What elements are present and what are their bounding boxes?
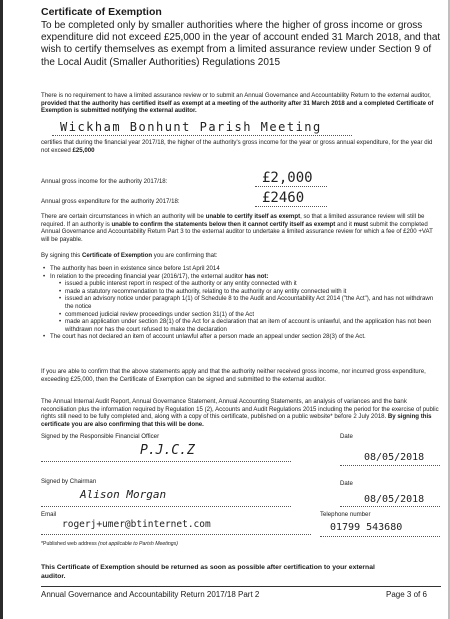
bullet-preceding-year bbox=[50, 273, 441, 334]
circumstances-text-2: , so that a limited assurance review will still be required. If an authority is bbox=[41, 213, 425, 228]
rfo-signature: P.J.C.Z bbox=[140, 443, 195, 458]
signing-bold: Certificate of Exemption bbox=[81, 252, 153, 259]
signing-intro bbox=[41, 252, 441, 260]
rfo-signature-line bbox=[41, 461, 291, 462]
email-label: Email bbox=[41, 511, 57, 518]
rfo-label: Signed by the Responsible Financial Officer bbox=[41, 433, 160, 440]
circumstances-bold-2: unable to confirm the statements below then it cannot certify itself as exempt bbox=[111, 220, 336, 228]
page-number: Page 3 of 6 bbox=[386, 590, 427, 599]
intro-text: To be completed only by smaller authorities where the higher of gross income or gross expenditure did not exceed £25,000 in the year of account ended 31 March 2018, and that wish to certify themselves as exempt from a limited assurance review under Section 9 of the Local Audit (Smaller Authorities) Regulations 2015 bbox=[41, 20, 441, 68]
requirement-paragraph bbox=[41, 92, 441, 115]
circumstances-text-1: There are certain circumstances in which an authority will be bbox=[41, 213, 206, 220]
circumstances-text-3: and it bbox=[335, 220, 354, 228]
requirement-text: There is no requirement to have a limited assurance review or to submit an Annual Governance and Accountability Return to the external auditor, bbox=[41, 92, 431, 99]
signing-text-2: you are confirming that: bbox=[152, 252, 218, 259]
income-label: Annual gross income for the authority 2017/18: bbox=[41, 178, 168, 185]
expenditure-line bbox=[255, 206, 327, 207]
date-line-1 bbox=[340, 465, 440, 466]
page-title: Certificate of Exemption bbox=[41, 6, 162, 18]
confirm-paragraph: If you are able to confirm that the above statements apply and that the authority neither received gross income, nor incurred gross expenditure, exceeding £25,000, then the Certificate of Exemption can be signed and submitted to the external auditor. bbox=[41, 368, 426, 383]
requirement-condition: provided that the authority has certified itself as exempt at a meeting of the authority after 31 March 2018 and a completed Certificate of Exemption is submitted notifying the external auditor. bbox=[41, 99, 434, 115]
email-line bbox=[41, 534, 311, 535]
authority-name-line bbox=[52, 135, 352, 136]
date-value-2: 08/05/2018 bbox=[364, 494, 425, 505]
chair-signature: Alison Morgan bbox=[80, 488, 167, 501]
income-line bbox=[255, 186, 327, 187]
scan-edge-left bbox=[0, 0, 3, 619]
sub-bullet-advisory: • issued an advisory notice under paragraph 1(1) of Schedule 8 to the Audit and Accountability Act 2014 ("the Act"), and has not withdrawn the notice bbox=[65, 295, 441, 310]
footnote bbox=[41, 541, 341, 548]
circumstances-bold-3: must bbox=[353, 220, 369, 228]
bullet-court: • The court has not declared an item of account unlawful after a person made an appeal under section 28(3) of the Act. bbox=[50, 333, 441, 341]
footnote-qualifier: (not applicable to Parish Meetings) bbox=[98, 541, 178, 547]
sub-bullet-statutory: • made a statutory recommendation to the authority, relating to the authority or any entity connected with it bbox=[65, 288, 441, 296]
publication-paragraph bbox=[41, 398, 441, 428]
circumstances-paragraph bbox=[41, 213, 441, 243]
footer-rule bbox=[41, 586, 441, 587]
authority-name-handwritten: Wickham Bonhunt Parish Meeting bbox=[60, 120, 322, 134]
telephone-line bbox=[320, 536, 440, 537]
circumstances-text-4: submit the completed Annual Governance and Accountability Return Part 3 to the external auditor to undertake a limited assurance review for which a fee of £200 +VAT will be payable. bbox=[41, 220, 433, 243]
date-line-2 bbox=[340, 506, 440, 507]
signing-text-1: By signing this bbox=[41, 252, 82, 259]
publication-text: The Annual Internal Audit Report, Annual Governance Statement, Annual Accounting Statements, an analysis of variances and the bank reconciliation plus the information required by Regulation 15 (2), Accounts and Audit Regulations 2015 including the period for the exercise of public rights still need to be fully completed and, along with a copy of this certificate, published on a public website* before 2 July 2018. bbox=[41, 398, 439, 421]
sub-bullet-public-interest: • issued a public interest report in respect of the authority or any entity connected with it bbox=[65, 280, 441, 288]
sub-bullet-declaration: • made an application under section 28(1) of the Act for a declaration that an item of account is unlawful, and the application has not been withdrawn nor has the court refused to make the declaration bbox=[65, 318, 441, 333]
telephone-value: 01799 543680 bbox=[330, 522, 403, 533]
date-label-1: Date bbox=[340, 433, 353, 440]
expenditure-label: Annual gross expenditure for the authority 2017/18: bbox=[41, 198, 180, 205]
chair-signature-line bbox=[41, 506, 291, 507]
date-value-1: 08/05/2018 bbox=[364, 452, 425, 463]
footer-left: Annual Governance and Accountability Return 2017/18 Part 2 bbox=[41, 590, 260, 599]
footnote-text: *Published web address bbox=[41, 541, 99, 547]
certifies-threshold: £25,000 bbox=[72, 146, 95, 154]
income-value-handwritten: £2,000 bbox=[262, 170, 313, 186]
publication-bold: By signing this certificate you are also confirming that this will be done. bbox=[41, 413, 432, 428]
bullet-preceding-year-bold: has not: bbox=[244, 272, 269, 280]
expenditure-value-handwritten: £2460 bbox=[262, 190, 305, 206]
confirmation-list bbox=[41, 265, 441, 341]
circumstances-bold-1: unable to certify itself as exempt bbox=[205, 213, 301, 220]
return-note: This Certificate of Exemption should be returned as soon as possible after certification to your external auditor. bbox=[41, 564, 375, 580]
bullet-existence: • The authority has been in existence since before 1st April 2014 bbox=[50, 265, 441, 273]
date-label-2: Date bbox=[340, 480, 353, 487]
chair-label: Signed by Chairman bbox=[41, 478, 97, 485]
telephone-label: Telephone number bbox=[320, 511, 371, 518]
email-value: rogerj+umer@btinternet.com bbox=[62, 519, 211, 530]
sub-bullet-judicial: • commenced judicial review proceedings under section 31(1) of the Act bbox=[65, 311, 441, 319]
certifies-paragraph bbox=[41, 139, 441, 154]
bullet-preceding-year-text: In relation to the preceding financial year (2016/17), the external auditor bbox=[50, 272, 245, 280]
certifies-text: certifies that during the financial year 2017/18, the higher of the authority's gross income for the year or gross annual expenditure, for the year did not exceed bbox=[41, 139, 433, 154]
